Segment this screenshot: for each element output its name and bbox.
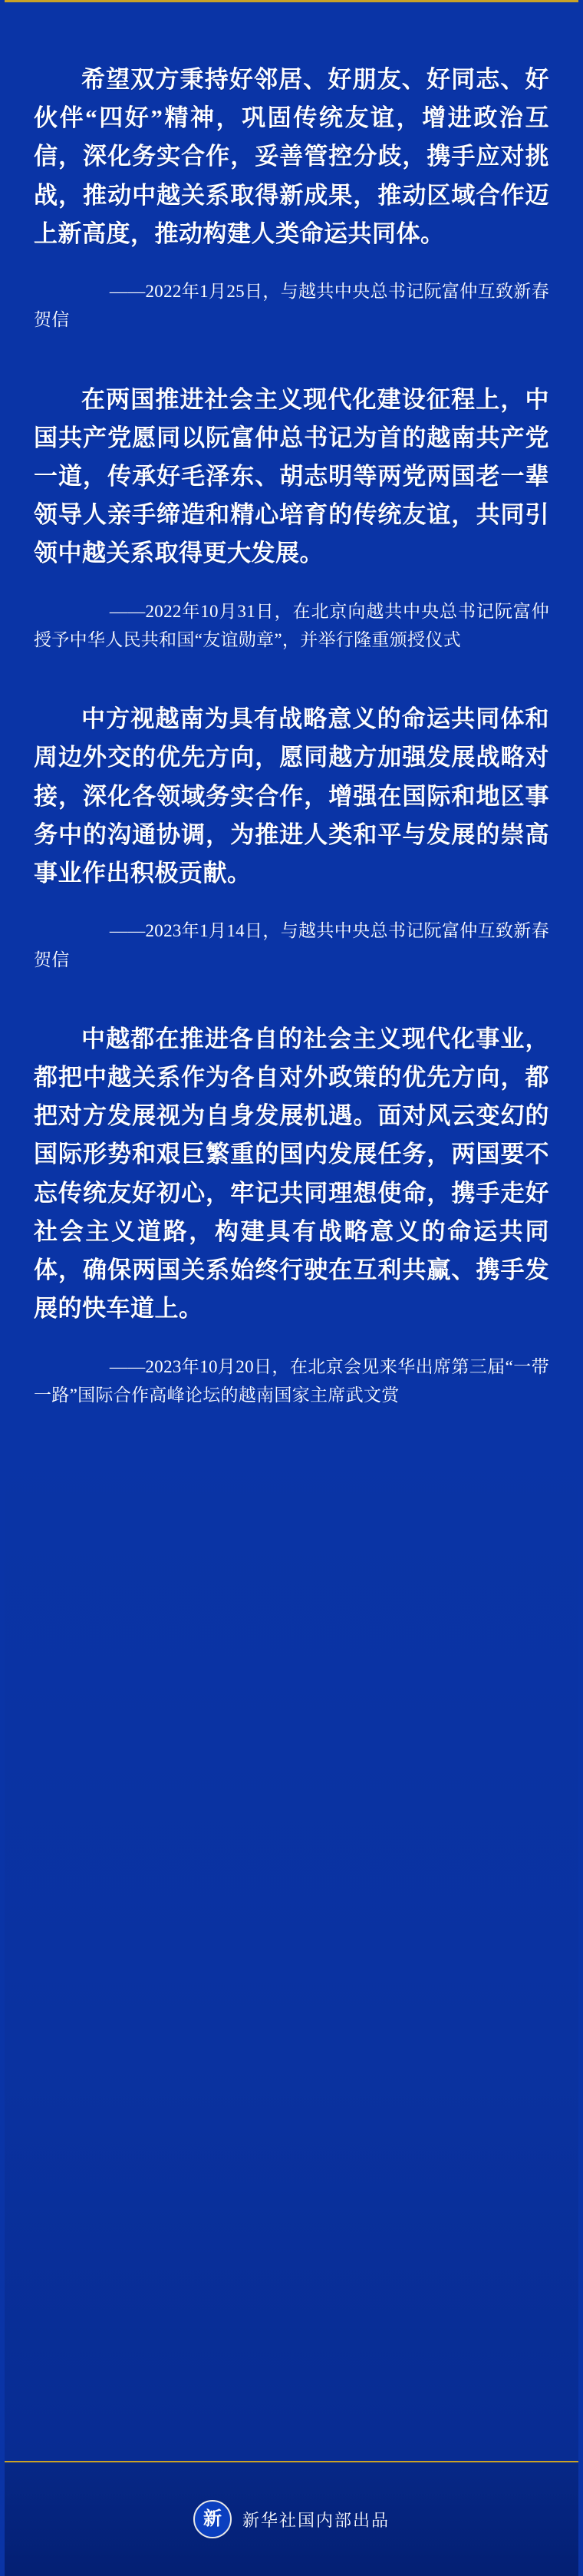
logo-glyph: 新 [203,2509,222,2529]
quote-source: ——2023年1月14日，与越共中央总书记阮富仲互致新春贺信 [34,921,549,969]
right-edge-band [578,0,583,2576]
quote-body: 在两国推进社会主义现代化建设征程上，中国共产党愿同以阮富仲总书记为首的越南共产党一道，传承好毛泽东、胡志明等两党两国老一辈领导人亲手缔造和精心培育的传统友谊，共同引领中越关系取得更大发展。 [34,385,549,567]
quote-block [34,61,549,335]
top-gold-rule [0,0,583,11]
quotes-container [0,11,583,2461]
quote-source: ——2022年10月31日，在北京向越共中央总书记阮富仲授予中华人民共和国“友谊勋章”，并举行隆重颁授仪式 [34,601,549,649]
quote-source: ——2022年1月25日，与越共中央总书记阮富仲互致新春贺信 [34,282,549,330]
left-edge-band [0,0,5,2576]
quote-block [34,700,549,974]
quote-body: 中方视越南为具有战略意义的命运共同体和周边外交的优先方向，愿同越方加强发展战略对接，深化各领域务实合作，增强在国际和地区事务中的沟通协调，为推进人类和平与发展的崇高事业作出积极贡献。 [34,705,549,887]
quote-body: 中越都在推进各自的社会主义现代化事业，都把中越关系作为各自对外政策的优先方向，都把对方发展视为自身发展机遇。面对风云变幻的国际形势和艰巨繁重的国内发展任务，两国要不忘传统友好初心，牢记共同理想使命，携手走好社会主义道路，构建具有战略意义的命运共同体，确保两国关系始终行驶在互利共赢、携手发展的快车道上。 [34,1025,549,1323]
quote-block [34,1020,549,1409]
xinhua-emblem-icon [193,2500,232,2538]
quote-source: ——2023年10月20日，在北京会见来华出席第三届“一带一路”国际合作高峰论坛的越南国家主席武文赏 [34,1356,549,1405]
footer-bar [0,2461,583,2576]
footer-credit: 新华社国内部出品 [242,2510,390,2530]
quote-body: 希望双方秉持好邻居、好朋友、好同志、好伙伴“四好”精神，巩固传统友谊，增进政治互信，深化务实合作，妥善管控分歧，携手应对挑战，推动中越关系取得新成果，推动区域合作迈上新高度，推动构建人类命运共同体。 [34,66,549,247]
quote-block [34,381,549,655]
